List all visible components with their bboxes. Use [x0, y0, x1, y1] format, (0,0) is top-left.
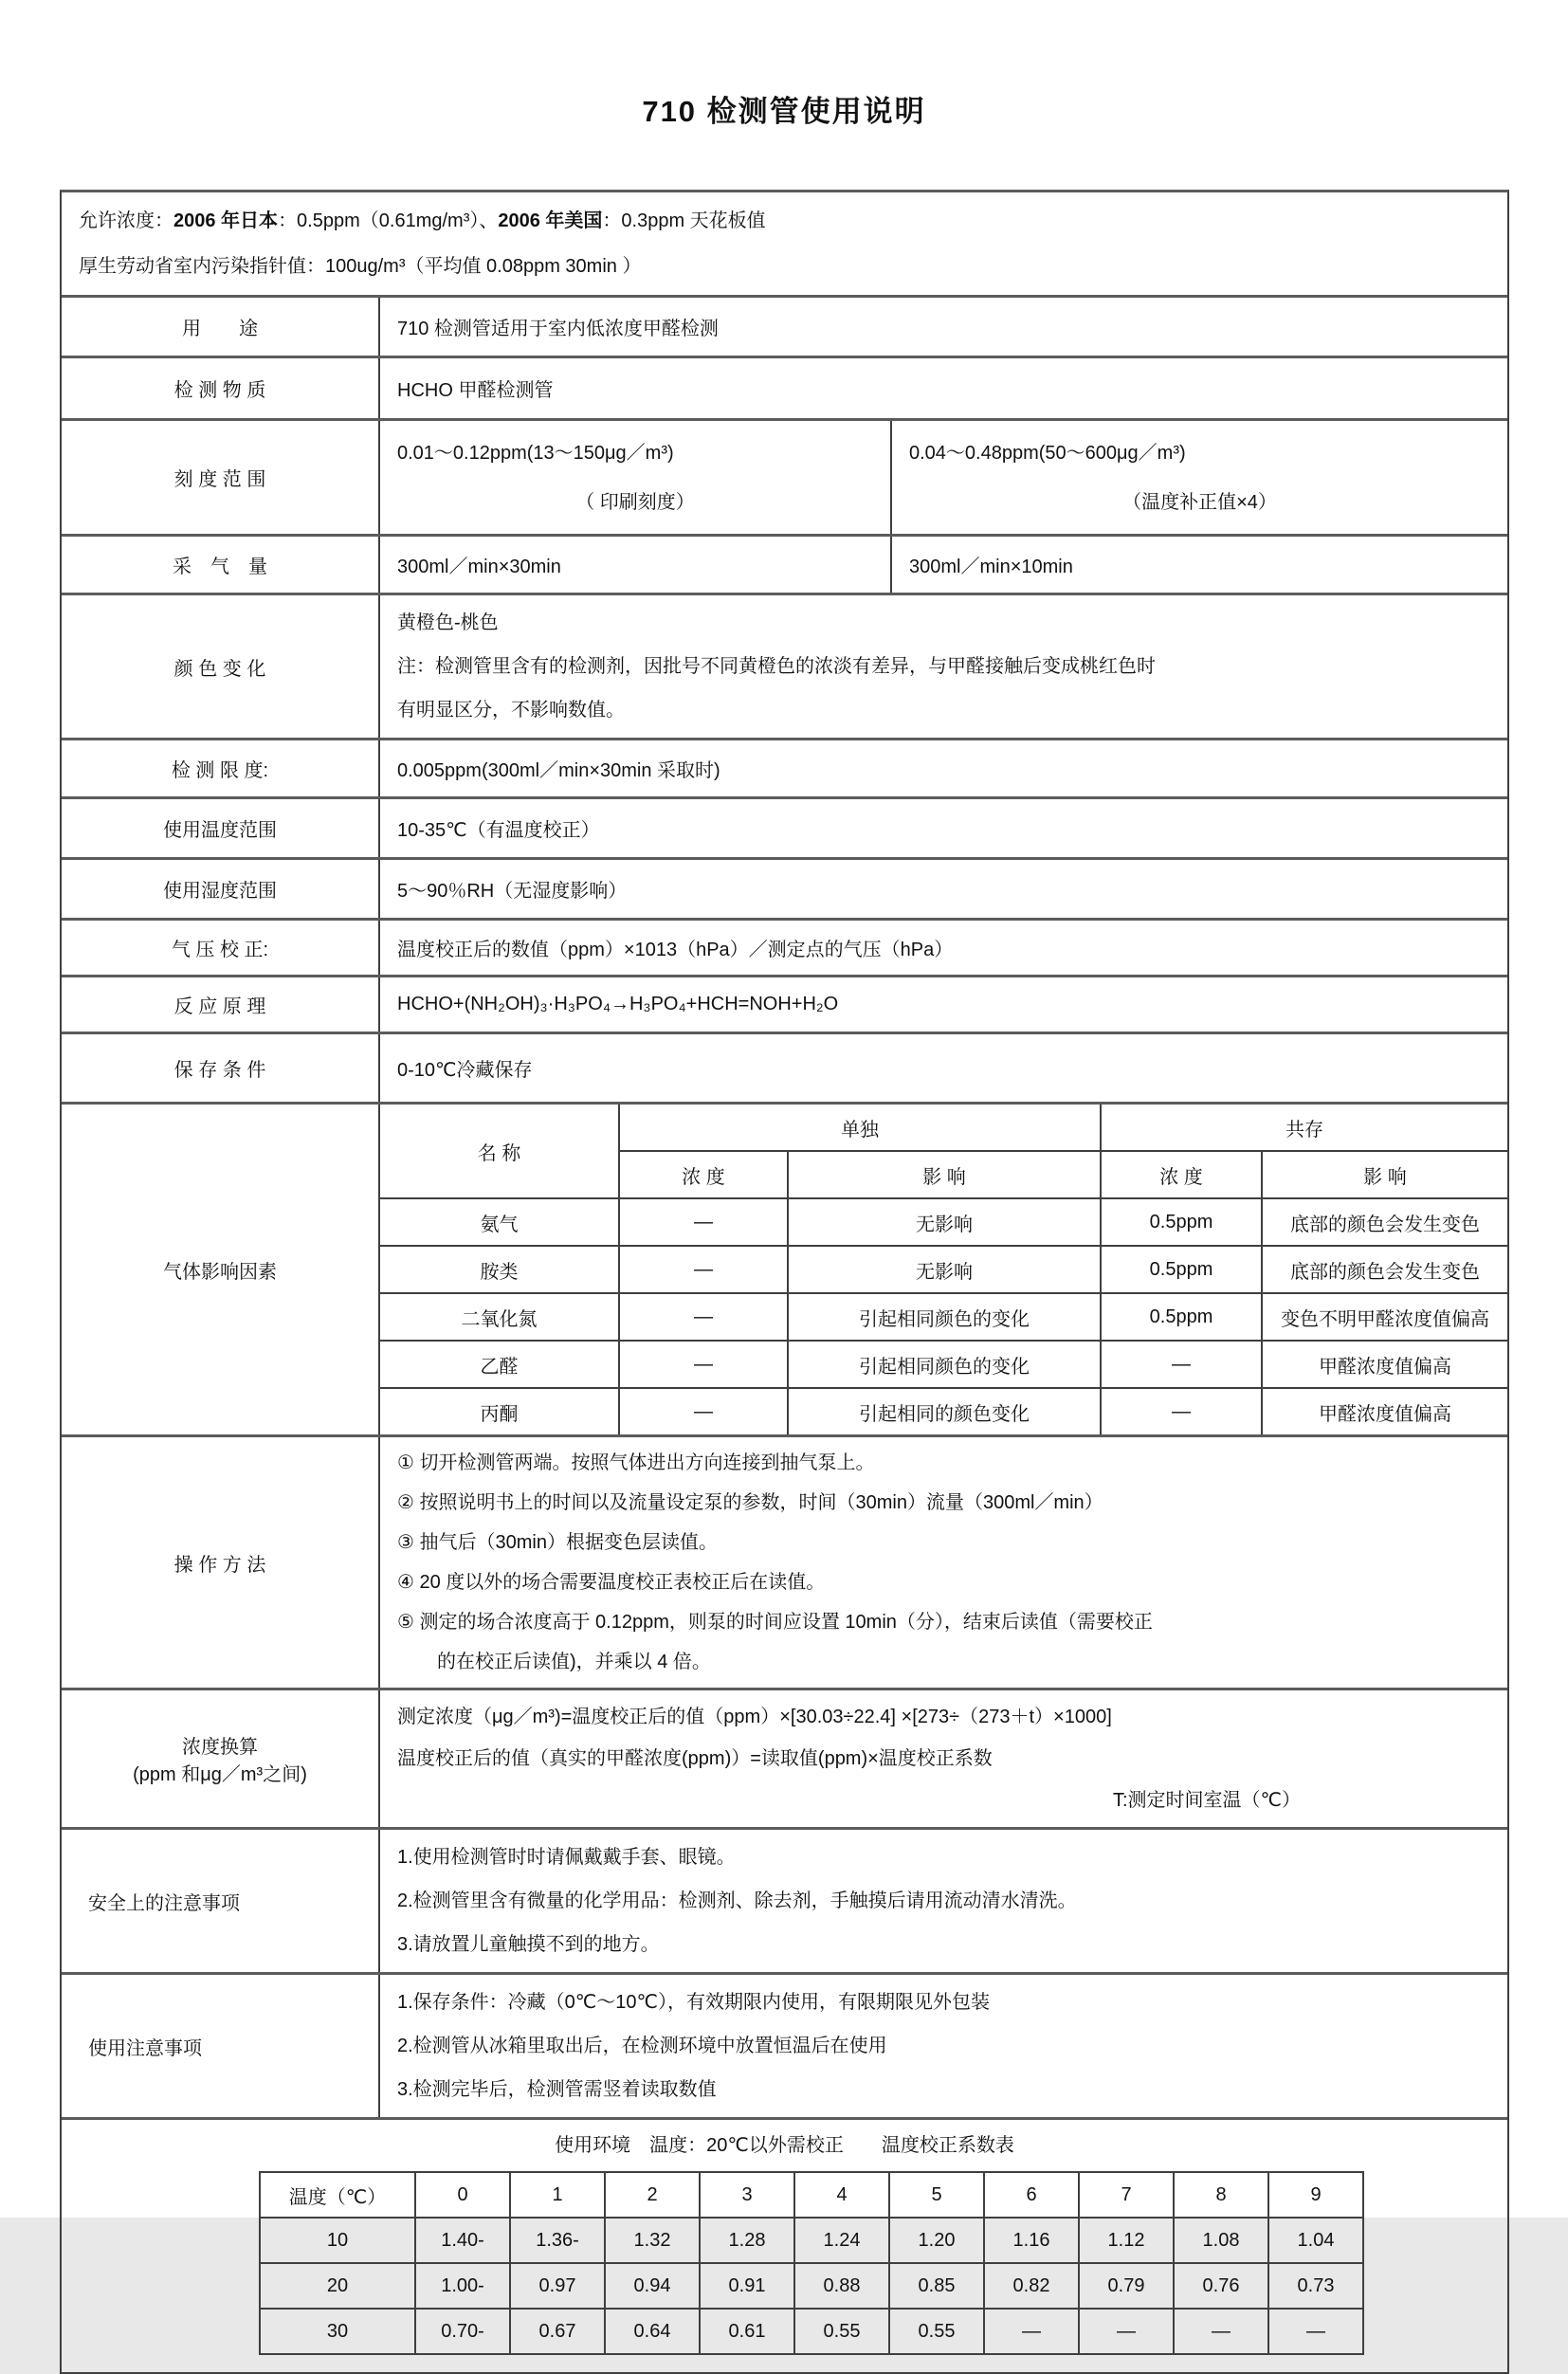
gas-cell: — — [619, 1246, 788, 1293]
correction-cell: 30 — [260, 2309, 415, 2354]
japan-2006: 2006 年日本 — [173, 210, 279, 231]
gas-influence-row — [62, 1102, 1507, 1434]
correction-cell: 1.36- — [510, 2218, 605, 2263]
gas-cell: — — [619, 1388, 788, 1434]
correction-cell: 0.82 — [984, 2263, 1079, 2309]
gas-row-acetone — [380, 1388, 1507, 1434]
correction-cell: 1.24 — [794, 2218, 889, 2263]
color-change-line3: 有明显区分，不影响数值。 — [397, 700, 625, 721]
correction-header-cell: 2 — [605, 2172, 700, 2218]
correction-cell: — — [1079, 2309, 1174, 2354]
conversion-value — [380, 1690, 1507, 1827]
allowed-label: 允许浓度： — [79, 210, 173, 231]
correction-cell: 0.67 — [510, 2309, 605, 2354]
pressure-correction-value: 温度校正后的数值（ppm）×1013（hPa）／测定点的气压（hPa） — [397, 940, 954, 960]
sampling-label: 采 气 量 — [62, 537, 380, 593]
usage-note-2: 2.检测管从冰箱里取出后，在检测环境中放置恒温后在使用 — [397, 2036, 887, 2056]
gas-cell: — — [619, 1198, 788, 1246]
pressure-correction-label: 气 压 校 正: — [62, 921, 380, 975]
correction-header-cell: 0 — [415, 2172, 510, 2218]
sampling-left: 300ml／min×30min — [380, 537, 892, 593]
safety-note-1: 1.使用检测管时时请佩戴戴手套、眼镜。 — [397, 1847, 736, 1868]
correction-cell: — — [1174, 2309, 1268, 2354]
operation-step-3: ③ 抽气后（30min）根据变色层读值。 — [397, 1532, 718, 1553]
temperature-range-label: 使用温度范围 — [62, 799, 380, 857]
operation-method-row — [62, 1434, 1507, 1688]
conversion-label-line2: (ppm 和μg／m³之间) — [133, 1764, 307, 1785]
gas-influence-table — [380, 1105, 1507, 1434]
color-change-line1: 黄橙色-桃色 — [397, 612, 499, 633]
correction-cell: 0.79 — [1079, 2263, 1174, 2309]
correction-cell: 1.40- — [415, 2218, 510, 2263]
correction-cell: 0.73 — [1268, 2263, 1363, 2309]
gas-cell: — — [619, 1341, 788, 1388]
correction-cell: 0.88 — [794, 2263, 889, 2309]
gas-col-single-effect: 影 响 — [788, 1151, 1101, 1198]
correction-header-row — [260, 2172, 1363, 2218]
gas-cell: 甲醛浓度值偏高 — [1262, 1388, 1507, 1434]
reaction-principle-value: HCHO+(NH₂OH)₃·H₃PO₄→H₃PO₄+HCH=NOH+H₂O — [397, 994, 839, 1014]
pressure-correction-row — [62, 918, 1507, 975]
conversion-label-line1: 浓度换算 — [182, 1737, 258, 1758]
color-change-line2: 注：检测管里含有的检测剂，因批号不同黄橙色的浓淡有差异，与甲醛接触后变成桃红色时 — [397, 656, 1156, 677]
gas-cell: 底部的颜色会发生变色 — [1262, 1198, 1507, 1246]
color-change-row — [62, 593, 1507, 738]
gas-cell: 底部的颜色会发生变色 — [1262, 1246, 1507, 1293]
correction-cell: 0.94 — [605, 2263, 700, 2309]
gas-cell: 胺类 — [380, 1246, 619, 1293]
gas-col-single: 单独 — [619, 1105, 1101, 1151]
gas-cell: 0.5ppm — [1101, 1246, 1262, 1293]
gas-cell: 引起相同颜色的变化 — [788, 1341, 1101, 1388]
temperature-range-row — [62, 796, 1507, 857]
operation-method-steps — [380, 1437, 1507, 1688]
operation-step-5: ⑤ 测定的场合浓度高于 0.12ppm，则泵的时间应设置 10min（分），结束后读值（需要校正 — [397, 1612, 1153, 1633]
japan-value: ：0.5ppm（0.61mg/m³）、 — [278, 210, 499, 231]
usage-notes-row — [62, 1972, 1507, 2117]
usage-label: 用 途 — [62, 298, 380, 356]
storage-row — [62, 1032, 1507, 1102]
correction-cell: 1.28 — [700, 2218, 794, 2263]
color-change-value — [380, 595, 1507, 738]
safety-note-3: 3.请放置儿童触摸不到的地方。 — [397, 1934, 660, 1955]
correction-row-30 — [260, 2309, 1363, 2354]
gas-cell: 0.5ppm — [1101, 1293, 1262, 1341]
usage-notes-value — [380, 1975, 1507, 2117]
humidity-range-label: 使用湿度范围 — [62, 860, 380, 918]
substance-row — [62, 356, 1507, 418]
operation-method-label: 操 作 方 法 — [62, 1437, 380, 1688]
gas-cell: 引起相同颜色的变化 — [788, 1293, 1101, 1341]
storage-value: 0-10℃冷藏保存 — [397, 1060, 533, 1081]
correction-cell: 0.55 — [794, 2309, 889, 2354]
correction-cell: 1.04 — [1268, 2218, 1363, 2263]
operation-step-5-cont: 的在校正后读值)，并乘以 4 倍。 — [437, 1652, 711, 1672]
conversion-label — [62, 1690, 380, 1827]
scale-range-right — [892, 421, 1507, 534]
detection-limit-value: 0.005ppm(300ml／min×30min 采取时) — [397, 760, 720, 781]
sampling-right: 300ml／min×10min — [909, 557, 1073, 577]
allowed-concentration-line1 — [79, 198, 1490, 244]
gas-cell: — — [619, 1293, 788, 1341]
correction-cell: 1.32 — [605, 2218, 700, 2263]
safety-notes-label: 安全上的注意事项 — [62, 1830, 380, 1972]
gas-col-name: 名 称 — [380, 1105, 619, 1198]
correction-table — [259, 2171, 1364, 2355]
correction-cell: 0.97 — [510, 2263, 605, 2309]
operation-step-1: ① 切开检测管两端。按照气体进出方向连接到抽气泵上。 — [397, 1452, 875, 1473]
usage-row — [62, 295, 1507, 356]
correction-header-cell: 温度（℃） — [260, 2172, 415, 2218]
correction-cell: 0.76 — [1174, 2263, 1268, 2309]
substance-value: HCHO 甲醛检测管 — [397, 380, 554, 401]
usage-note-1: 1.保存条件：冷藏（0℃～10℃），有效期限内使用，有限期限见外包装 — [397, 1992, 990, 2013]
correction-cell: 0.55 — [889, 2309, 984, 2354]
correction-cell: — — [1268, 2309, 1363, 2354]
conversion-formula-2: 温度校正后的值（真实的甲醛浓度(ppm)）=读取值(ppm)×温度校正系数 — [397, 1748, 993, 1769]
gas-cell: 引起相同的颜色变化 — [788, 1388, 1101, 1434]
gas-cell: 甲醛浓度值偏高 — [1262, 1341, 1507, 1388]
gas-cell: 0.5ppm — [1101, 1198, 1262, 1246]
humidity-range-value: 5～90％RH（无湿度影响） — [397, 881, 628, 902]
gas-col-single-conc: 浓 度 — [619, 1151, 788, 1198]
spec-table — [60, 190, 1509, 2374]
correction-row-10 — [260, 2218, 1363, 2263]
scale-range-left-line1: 0.01～0.12ppm(13～150μg／m³) — [397, 442, 674, 464]
substance-label: 检 测 物 质 — [62, 358, 380, 418]
gas-cell: 无影响 — [788, 1198, 1101, 1246]
correction-cell: 0.61 — [700, 2309, 794, 2354]
correction-cell: 0.64 — [605, 2309, 700, 2354]
safety-notes-value — [380, 1830, 1507, 1972]
gas-influence-label: 气体影响因素 — [62, 1105, 380, 1434]
gas-cell: 无影响 — [788, 1246, 1101, 1293]
gas-row-acetaldehyde — [380, 1341, 1507, 1388]
operation-step-2: ② 按照说明书上的时间以及流量设定泵的参数，时间（30min）流量（300ml／min） — [397, 1492, 1103, 1513]
gas-cell: — — [1101, 1341, 1262, 1388]
correction-header-cell: 3 — [700, 2172, 794, 2218]
gas-influence-table-wrap — [380, 1105, 1507, 1434]
correction-cell: 10 — [260, 2218, 415, 2263]
correction-header-cell: 7 — [1079, 2172, 1174, 2218]
gas-cell: 丙酮 — [380, 1388, 619, 1434]
conversion-row — [62, 1688, 1507, 1827]
correction-cell: 1.08 — [1174, 2218, 1268, 2263]
gas-row-amines — [380, 1246, 1507, 1293]
usage-notes-label: 使用注意事项 — [62, 1975, 380, 2117]
usage-note-3: 3.检测完毕后，检测管需竖着读取数值 — [397, 2079, 717, 2100]
storage-label: 保 存 条 件 — [62, 1034, 380, 1102]
correction-header-cell: 1 — [510, 2172, 605, 2218]
detection-limit-row — [62, 738, 1507, 796]
correction-title: 使用环境 温度：20℃以外需校正 温度校正系数表 — [555, 2135, 1014, 2156]
safety-note-2: 2.检测管里含有微量的化学用品：检测剂、除去剂，手触摸后请用流动清水清洗。 — [397, 1890, 1077, 1911]
scale-range-left — [380, 421, 892, 534]
ministry-guideline-line: 厚生劳动省室内污染指针值：100ug/m³（平均值 0.08ppm 30min ） — [79, 256, 642, 277]
correction-cell: 20 — [260, 2263, 415, 2309]
gas-cell: 氨气 — [380, 1198, 619, 1246]
color-change-label: 颜 色 变 化 — [62, 595, 380, 738]
scale-range-right-line1: 0.04～0.48ppm(50～600μg／m³) — [909, 442, 1186, 464]
gas-col-coexist: 共存 — [1101, 1105, 1507, 1151]
gas-header-row1 — [380, 1105, 1507, 1151]
correction-row-20 — [260, 2263, 1363, 2309]
correction-header-cell: 8 — [1174, 2172, 1268, 2218]
humidity-range-row — [62, 857, 1507, 918]
detection-limit-label: 检 测 限 度: — [62, 740, 380, 796]
gas-row-no2 — [380, 1293, 1507, 1341]
correction-cell: 0.91 — [700, 2263, 794, 2309]
gas-cell: 乙醛 — [380, 1341, 619, 1388]
correction-cell: 1.20 — [889, 2218, 984, 2263]
temperature-range-value: 10-35℃（有温度校正） — [397, 820, 600, 841]
correction-block — [62, 2117, 1507, 2355]
scale-range-left-line2: （ 印刷刻度） — [575, 491, 695, 513]
usage-value: 710 检测管适用于室内低浓度甲醛检测 — [397, 319, 719, 339]
scale-range-right-line2: （温度补正值×4） — [1122, 491, 1277, 513]
page-title: 710 检测管使用说明 — [642, 95, 926, 128]
reaction-principle-row — [62, 975, 1507, 1032]
gas-col-coexist-conc: 浓 度 — [1101, 1151, 1262, 1198]
gas-cell: 变色不明甲醛浓度值偏高 — [1262, 1293, 1507, 1341]
usa-2006: 2006 年美国 — [498, 210, 603, 231]
allowed-concentration-row — [62, 192, 1507, 295]
gas-row-ammonia — [380, 1198, 1507, 1246]
correction-header-cell: 6 — [984, 2172, 1079, 2218]
correction-cell: 1.00- — [415, 2263, 510, 2309]
reaction-principle-label: 反 应 原 理 — [62, 977, 380, 1032]
correction-cell: 0.70- — [415, 2309, 510, 2354]
gas-cell: — — [1101, 1388, 1262, 1434]
correction-cell: 0.85 — [889, 2263, 984, 2309]
scale-range-label: 刻 度 范 围 — [62, 421, 380, 534]
gas-cell: 二氧化氮 — [380, 1293, 619, 1341]
usa-value: ：0.3ppm 天花板值 — [602, 210, 766, 231]
safety-notes-row — [62, 1827, 1507, 1972]
correction-header-cell: 4 — [794, 2172, 889, 2218]
correction-header-cell: 9 — [1268, 2172, 1363, 2218]
allowed-concentration-cell — [62, 192, 1507, 295]
correction-cell: 1.12 — [1079, 2218, 1174, 2263]
correction-cell: — — [984, 2309, 1079, 2354]
sampling-row — [62, 534, 1507, 593]
gas-col-coexist-effect: 影 响 — [1262, 1151, 1507, 1198]
correction-cell: 1.16 — [984, 2218, 1079, 2263]
conversion-note: T:测定时间室温（℃） — [1112, 1790, 1301, 1811]
conversion-formula-1: 测定浓度（μg／m³)=温度校正后的值（ppm）×[30.03÷22.4] ×[273÷（273＋t）×1000] — [397, 1707, 1112, 1727]
operation-step-4: ④ 20 度以外的场合需要温度校正表校正后在读值。 — [397, 1572, 826, 1593]
correction-header-cell: 5 — [889, 2172, 984, 2218]
scale-range-row — [62, 418, 1507, 534]
